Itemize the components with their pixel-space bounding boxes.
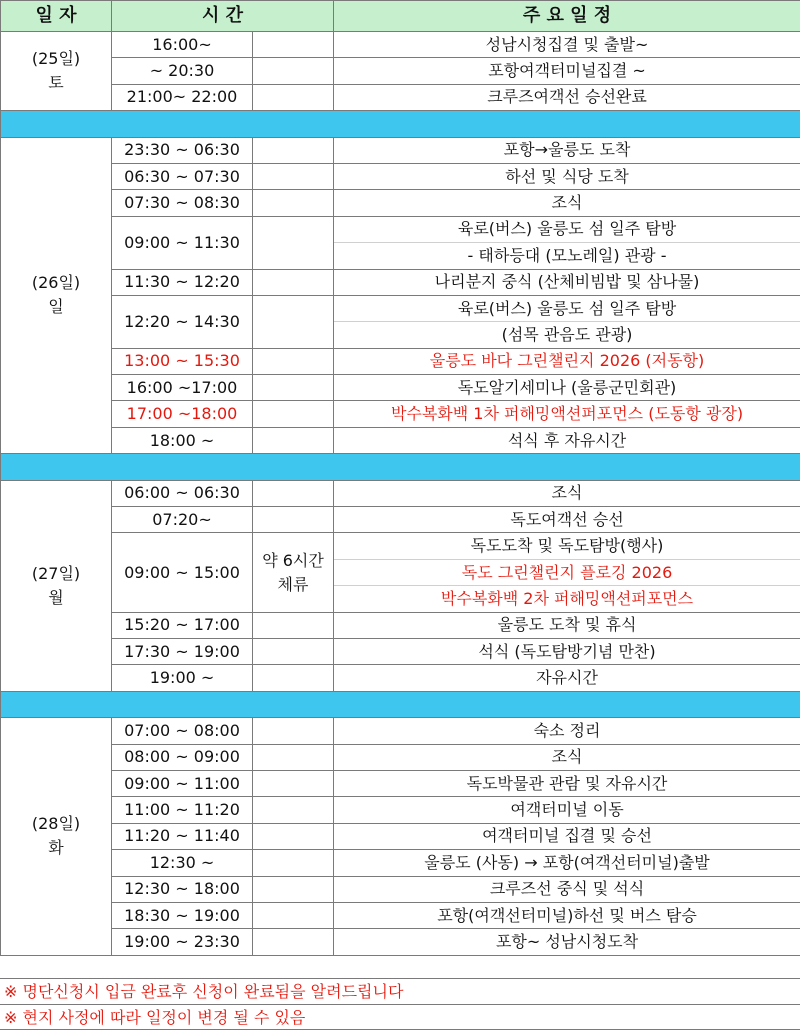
header-schedule: 주 요 일 정 xyxy=(334,1,800,32)
schedule-row xyxy=(1,190,800,216)
schedule-row xyxy=(1,32,800,58)
empty-cell xyxy=(253,850,334,876)
empty-cell xyxy=(253,665,334,691)
schedule-row xyxy=(1,375,800,401)
schedule-row xyxy=(1,797,800,823)
event-cell: 나리분지 중식 (산체비빔밥 및 삼나물) xyxy=(334,269,800,295)
event-cell: 크루즈선 중식 및 석식 xyxy=(334,876,800,902)
event-cell: 하선 및 식당 도착 xyxy=(334,163,800,189)
event-cell: 포항→울릉도 도착 xyxy=(334,137,800,163)
day-separator xyxy=(1,691,800,717)
schedule-row xyxy=(1,58,800,84)
time-cell: 12:30 ~ xyxy=(112,850,253,876)
time-cell: 18:00 ~ xyxy=(112,427,253,453)
empty-cell xyxy=(253,480,334,506)
schedule-row xyxy=(1,295,800,321)
event-cell: 여객터미널 집결 및 승선 xyxy=(334,823,800,849)
schedule-row xyxy=(1,744,800,770)
empty-cell xyxy=(253,348,334,374)
time-cell: 06:30 ~ 07:30 xyxy=(112,163,253,189)
time-cell: 07:30 ~ 08:30 xyxy=(112,190,253,216)
time-cell: 11:30 ~ 12:20 xyxy=(112,269,253,295)
time-cell: 18:30 ~ 19:00 xyxy=(112,902,253,928)
day-weekday: 토 xyxy=(48,73,64,93)
empty-cell xyxy=(253,744,334,770)
event-cell: 석식 (독도탐방기념 만찬) xyxy=(334,638,800,664)
time-cell: ~ 20:30 xyxy=(112,58,253,84)
schedule-row xyxy=(1,823,800,849)
time-cell: 07:00 ~ 08:00 xyxy=(112,718,253,744)
time-cell: 12:30 ~ 18:00 xyxy=(112,876,253,902)
schedule-row xyxy=(1,137,800,163)
empty-cell xyxy=(253,876,334,902)
time-cell: 09:00 ~ 15:00 xyxy=(112,533,253,612)
event-cell: 석식 후 자유시간 xyxy=(334,427,800,453)
event-cell: 크루즈여객선 승선완료 xyxy=(334,84,800,110)
header-row xyxy=(1,1,800,32)
time-cell: 15:20 ~ 17:00 xyxy=(112,612,253,638)
schedule-row xyxy=(1,850,800,876)
empty-cell xyxy=(253,638,334,664)
time-cell: 12:20 ~ 14:30 xyxy=(112,295,253,348)
time-cell: 19:00 ~ xyxy=(112,665,253,691)
schedule-row xyxy=(1,427,800,453)
event-cell: 울릉도 (사동) → 포항(여객선터미널)출발 xyxy=(334,850,800,876)
empty-cell xyxy=(253,507,334,533)
event-cell-highlight: 독도 그린챌린지 플로깅 2026 xyxy=(334,559,800,585)
day-cell xyxy=(1,718,112,956)
stay-duration-label: 체류 xyxy=(277,574,309,594)
event-cell: 독도여객선 승선 xyxy=(334,507,800,533)
empty-cell xyxy=(253,137,334,163)
schedule-row xyxy=(1,770,800,796)
time-cell-highlight: 13:00 ~ 15:30 xyxy=(112,348,253,374)
schedule-row xyxy=(1,718,800,744)
event-cell: 육로(버스) 울릉도 섬 일주 탐방 xyxy=(334,216,800,242)
event-cell: 자유시간 xyxy=(334,665,800,691)
event-cell: 포항(여객선터미널)하선 및 버스 탐승 xyxy=(334,902,800,928)
event-cell-highlight: 울릉도 바다 그린챌린지 2026 (저동항) xyxy=(334,348,800,374)
schedule-row xyxy=(1,665,800,691)
empty-cell xyxy=(253,401,334,427)
time-cell: 16:00~ xyxy=(112,32,253,58)
time-cell: 17:30 ~ 19:00 xyxy=(112,638,253,664)
event-cell: 조식 xyxy=(334,190,800,216)
empty-cell xyxy=(253,216,334,269)
schedule-row xyxy=(1,876,800,902)
event-cell: 포항~ 성남시청도착 xyxy=(334,929,800,955)
time-cell: 21:00~ 22:00 xyxy=(112,84,253,110)
day-weekday: 일 xyxy=(48,297,64,317)
time-cell: 11:00 ~ 11:20 xyxy=(112,797,253,823)
empty-cell xyxy=(253,718,334,744)
header-time: 시 간 xyxy=(112,1,334,32)
schedule-row xyxy=(1,401,800,427)
time-cell: 19:00 ~ 23:30 xyxy=(112,929,253,955)
time-cell: 08:00 ~ 09:00 xyxy=(112,744,253,770)
event-cell: 울릉도 도착 및 휴식 xyxy=(334,612,800,638)
header-date: 일 자 xyxy=(1,1,112,32)
time-cell: 11:20 ~ 11:40 xyxy=(112,823,253,849)
notes-section xyxy=(0,978,800,1030)
day-number: (28일) xyxy=(31,814,81,834)
day-cell xyxy=(1,137,112,454)
empty-cell xyxy=(253,190,334,216)
schedule-row xyxy=(1,480,800,506)
event-cell: 독도박물관 관람 및 자유시간 xyxy=(334,770,800,796)
event-cell: 독도도착 및 독도탐방(행사) xyxy=(334,533,800,559)
day-number: (27일) xyxy=(31,563,81,583)
time-cell: 07:20~ xyxy=(112,507,253,533)
schedule-row xyxy=(1,507,800,533)
event-cell: 조식 xyxy=(334,480,800,506)
time-cell-highlight: 17:00 ~18:00 xyxy=(112,401,253,427)
note-registration: ※ 명단신청시 입금 완료후 신청이 완료됨을 알려드립니다 xyxy=(0,978,800,1004)
day-weekday: 화 xyxy=(48,838,64,858)
empty-cell xyxy=(253,427,334,453)
time-cell: 09:00 ~ 11:30 xyxy=(112,216,253,269)
schedule-row xyxy=(1,84,800,110)
stay-duration-text: 약 6시간 xyxy=(262,550,324,570)
schedule-row xyxy=(1,348,800,374)
empty-cell xyxy=(253,612,334,638)
empty-cell xyxy=(253,84,334,110)
time-cell: 16:00 ~17:00 xyxy=(112,375,253,401)
day-cell xyxy=(1,32,112,111)
schedule-row xyxy=(1,612,800,638)
schedule-row xyxy=(1,902,800,928)
stay-duration-cell xyxy=(253,533,334,612)
event-cell: 육로(버스) 울릉도 섬 일주 탐방 xyxy=(334,295,800,321)
event-cell: 여객터미널 이동 xyxy=(334,797,800,823)
empty-cell xyxy=(253,32,334,58)
schedule-row xyxy=(1,638,800,664)
day-number: (26일) xyxy=(31,273,81,293)
event-cell: 독도알기세미나 (울릉군민회관) xyxy=(334,375,800,401)
event-cell: 숙소 정리 xyxy=(334,718,800,744)
time-cell: 23:30 ~ 06:30 xyxy=(112,137,253,163)
empty-cell xyxy=(253,58,334,84)
empty-cell xyxy=(253,375,334,401)
empty-cell xyxy=(253,823,334,849)
note-schedule-change: ※ 현지 사정에 따라 일정이 변경 될 수 있음 xyxy=(0,1004,800,1030)
event-cell-detail: - 태하등대 (모노레일) 관광 - xyxy=(334,243,800,269)
day-weekday: 월 xyxy=(48,587,64,607)
empty-cell xyxy=(253,929,334,955)
schedule-row xyxy=(1,216,800,242)
schedule-row xyxy=(1,269,800,295)
event-cell-detail: (섬목 관음도 관광) xyxy=(334,322,800,348)
empty-cell xyxy=(253,770,334,796)
day-number: (25일) xyxy=(31,49,81,69)
day-separator xyxy=(1,454,800,480)
event-cell: 포항여객터미널집결 ~ xyxy=(334,58,800,84)
day-cell xyxy=(1,480,112,691)
day-separator xyxy=(1,111,800,137)
schedule-row xyxy=(1,533,800,559)
schedule-row xyxy=(1,163,800,189)
schedule-row xyxy=(1,929,800,955)
event-cell: 조식 xyxy=(334,744,800,770)
event-cell-highlight: 박수복화백 2차 퍼해밍액션퍼포먼스 xyxy=(334,586,800,612)
empty-cell xyxy=(253,269,334,295)
empty-cell xyxy=(253,797,334,823)
empty-cell xyxy=(253,902,334,928)
empty-cell xyxy=(253,295,334,348)
empty-cell xyxy=(253,163,334,189)
time-cell: 09:00 ~ 11:00 xyxy=(112,770,253,796)
event-cell: 성남시청집결 및 출발~ xyxy=(334,32,800,58)
event-cell-highlight: 박수복화백 1차 퍼해밍액션퍼포먼스 (도동항 광장) xyxy=(334,401,800,427)
time-cell: 06:00 ~ 06:30 xyxy=(112,480,253,506)
